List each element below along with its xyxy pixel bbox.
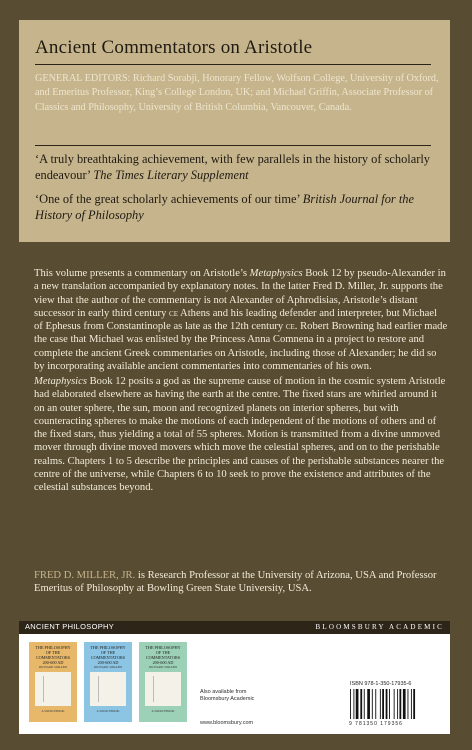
publisher-panel	[19, 621, 450, 734]
author-name: FRED D. MILLER, JR.	[34, 570, 136, 581]
category-bar	[19, 621, 450, 634]
category-label: ANCIENT PHILOSOPHY	[25, 622, 115, 631]
author-bio: FRED D. MILLER, JR. is Research Professor at the University of Arizona, USA and Professor Emeritus of Philosophy at Bowling Green State University, USA.	[34, 570, 437, 595]
review-quote-1	[35, 151, 440, 183]
related-book-1: THE PHILOSOPHY OF THE COMMENTATORS 200-600 AD RICHARD SORABJI A SOURCEBOOK	[29, 642, 77, 722]
series-title: Ancient Commentators on Aristotle	[35, 37, 313, 58]
related-book-3: THE PHILOSOPHY OF THE COMMENTATORS 200-600 AD RICHARD SORABJI A SOURCEBOOK	[139, 642, 187, 722]
barcode-number: 9 781350 179356	[349, 721, 403, 727]
header-rule	[35, 64, 431, 65]
quote-source: British Journal for the History of Philosophy	[35, 192, 414, 222]
related-book-2: THE PHILOSOPHY OF THE COMMENTATORS 200-600 AD RICHARD SORABJI A SOURCEBOOK	[84, 642, 132, 722]
description-paragraph-1: This volume presents a commentary on Aristotle’s Metaphysics Book 12 by pseudo-Alexander in a new translation accompanied by explanatory notes. In the latter Fred D. Miller, Jr. supports the view that the author of the commentary is not Alexander of Aphrodisias, Aristotle’s distant successor in early third century ce Athens and his leading defender and interpreter, but Michael of Ephesus from Constantinople as late as the 12th century ce. Robert Browning had earlier made the case that Michael was enlisted by the Princess Anna Comnena in a project to restore and complete the ancient Greek commentaries on Aristotle, including those of Alexander; he did so by incorporating available ancient commentaries into commentaries of his own.	[34, 268, 448, 373]
quote-source: The Times Literary Supplement	[93, 168, 249, 182]
quote-text: ‘A truly breathtaking achievement, with few parallels in the history of scholarly endeavour’	[35, 152, 431, 182]
publisher-label: BLOOMSBURY ACADEMIC	[315, 623, 444, 631]
description-paragraph-2: Metaphysics Book 12 posits a god as the supreme cause of motion in the cosmic system Aristotle had elaborated elsewhere as having the earth at the centre. The fixed stars are whirled around it on an outer sphere, the sun, moon and recognized planets on interior spheres, but with counteracting spheres to make the motions of each independent of the motions of others and of the fixed stars, thus yielding a total of 55 spheres. Motion is transmitted from a divine unmoved mover through divine moved movers which move the celestial spheres, and on to the perishable realms. Chapters 1 to 5 describe the principles and causes of the perishable substances nearer the centre of the universe, while Chapters 6 to 10 seek to prove the existence and attributes of the celestial substances beyond.	[34, 376, 446, 494]
quote-text: ‘One of the great scholarly achievements of our time’	[35, 192, 300, 206]
barcode	[349, 689, 443, 719]
editors-rule	[35, 145, 431, 146]
isbn: ISBN 978-1-350-17935-6	[350, 681, 412, 687]
publisher-url: www.bloomsbury.com	[200, 720, 254, 726]
also-available: Also available from Bloomsbury Academic	[200, 689, 255, 702]
review-quote-2	[35, 191, 440, 223]
cover-image	[145, 672, 181, 706]
cover-image	[90, 672, 126, 706]
cover-image	[35, 672, 71, 706]
general-editors: GENERAL EDITORS: Richard Sorabji, Honorary Fellow, Wolfson College, University of Oxford, and Emeritus Professor, King’s College London, UK; and Michael Griffin, Associate Professor of Classics and Philosophy, University of British Columbia, Vancouver, Canada.	[35, 73, 439, 113]
